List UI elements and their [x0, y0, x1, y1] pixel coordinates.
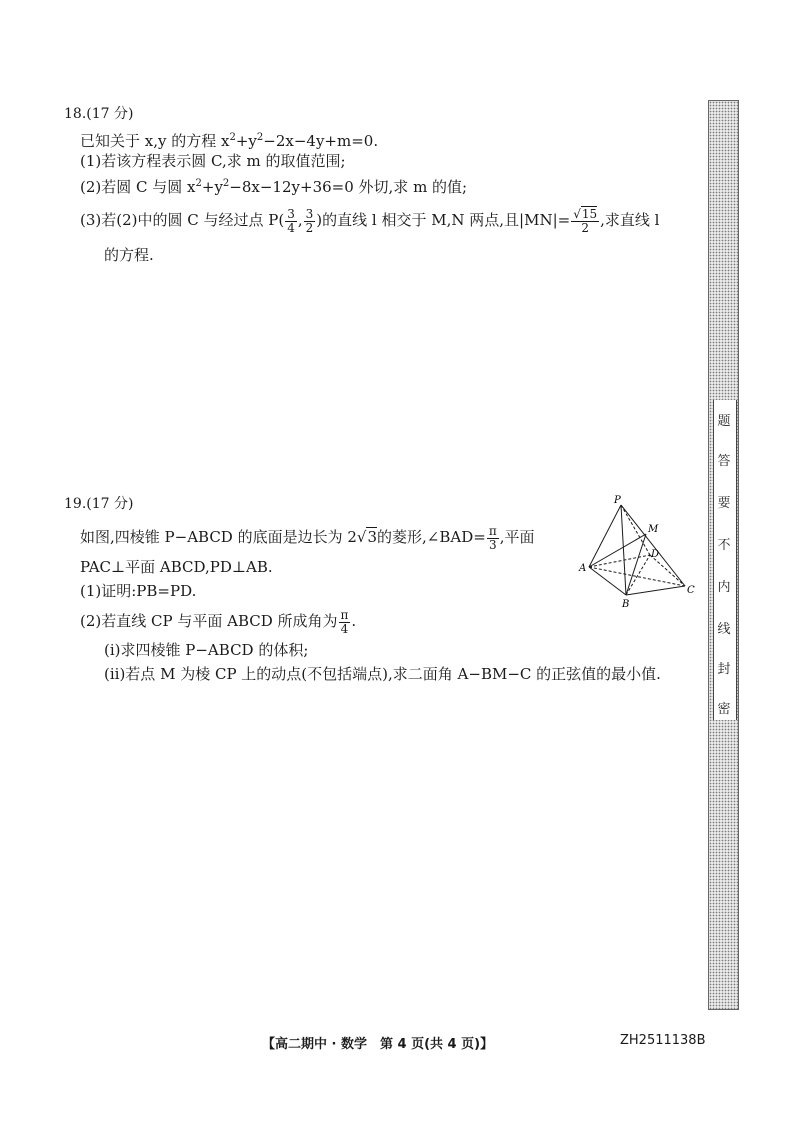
radicand: 3 [367, 528, 378, 546]
fraction-numerator: 3 [305, 206, 314, 221]
margin-char: 密 [717, 702, 731, 717]
margin-char: 封 [717, 662, 731, 677]
fraction [339, 609, 351, 636]
q19-header [64, 494, 133, 514]
exponent: 2 [195, 178, 202, 189]
fraction-numerator: √15 [573, 206, 598, 221]
edge-pd-hidden [621, 505, 650, 555]
q19-stem-text: 的菱形,∠BAD= [377, 528, 486, 546]
q18-part2 [80, 174, 467, 197]
fraction-numerator: π [340, 607, 349, 622]
label-c: C [687, 585, 695, 596]
q18-part1: (1)若该方程表示圆 C,求 m 的取值范围; [80, 152, 346, 170]
fraction [571, 208, 599, 235]
fraction-numerator: π [488, 523, 497, 538]
q18-part3-continued: 的方程. [104, 246, 154, 264]
q19-part1: (1)证明:PB=PD. [80, 582, 197, 600]
pyramid-figure [572, 492, 702, 612]
margin-char: 不 [717, 538, 731, 553]
fraction-denominator: 2 [581, 220, 589, 235]
q18-part3-text: ,求直线 l [600, 211, 660, 229]
q19-part2-text: (2)若直线 CP 与平面 ABCD 所成角为 [80, 612, 338, 630]
edge-pb [621, 505, 626, 595]
fraction-denominator: 2 [305, 220, 314, 235]
q19-score: (17 分) [86, 496, 134, 512]
label-d: D [651, 549, 660, 560]
exponent: 2 [256, 132, 264, 143]
label-p: P [614, 495, 621, 506]
q19-stem: 如图,四棱锥 P−ABCD 的底面是边长为 2√3的菱形,∠BAD= $\frac{\pi}{3}$ ,平面 [80, 523, 535, 552]
q18-part3-text: )的直线 l 相交于 M,N 两点,且|MN|= [316, 211, 571, 229]
line-bm [626, 534, 646, 595]
q18-number: 18. [64, 106, 87, 122]
margin-char: 内 [717, 580, 731, 595]
q18-part2-text: +y [201, 178, 223, 196]
q18-part2-text: (2)若圆 C 与圆 x [80, 178, 196, 196]
edge-pc [621, 505, 685, 586]
q19-stem-text: 如图,四棱锥 P−ABCD 的底面是边长为 2 [80, 528, 357, 546]
q19-subpart-ii: (ⅱ)若点 M 为棱 CP 上的动点(不包括端点),求二面角 A−BM−C 的正弦值的最小值. [104, 665, 661, 683]
q18-score: (17 分) [86, 106, 134, 122]
margin-char: 题 [717, 414, 731, 429]
comma: , [297, 211, 303, 229]
q18-stem [80, 128, 378, 151]
margin-char: 要 [717, 496, 731, 511]
fraction-numerator: 3 [287, 206, 295, 221]
paper-code: ZH2511138B [620, 1033, 706, 1048]
label-b: B [622, 599, 630, 610]
fraction-denominator: 4 [287, 220, 295, 235]
fraction-denominator: 4 [340, 621, 349, 636]
edge-bc [626, 586, 685, 595]
exponent: 2 [222, 178, 230, 189]
q19-stem-continued: PAC⊥平面 ABCD,PD⊥AB. [80, 558, 273, 576]
fraction-denominator: 3 [488, 537, 497, 552]
q19-number: 19. [64, 496, 87, 512]
edge-ad-hidden [589, 555, 650, 567]
label-m: M [648, 524, 659, 535]
q19-part2 [80, 606, 356, 636]
radicand: 15 [581, 206, 598, 221]
q18-header [64, 104, 133, 124]
exponent: 2 [229, 132, 236, 143]
margin-char: 答 [717, 454, 731, 469]
page-footer-label: 【高二期中 · 数学 第 4 页(共 4 页)】 [262, 1037, 494, 1052]
q19-part2-text: . [351, 612, 357, 630]
q18-stem-part: +y [235, 132, 257, 150]
fraction [304, 208, 316, 235]
edge-ab [589, 567, 626, 595]
q19-stem-text: ,平面 [499, 528, 535, 546]
q18-part3-text: (3)若(2)中的圆 C 与经过点 P( [80, 211, 285, 229]
label-a: A [579, 563, 587, 574]
q18-part2-text: −8x−12y+36=0 外切,求 m 的值; [229, 178, 468, 196]
q18-stem-part: 已知关于 x,y 的方程 x [80, 132, 230, 150]
margin-char: 线 [717, 622, 731, 637]
q19-subpart-i: (ⅰ)求四棱锥 P−ABCD 的体积; [104, 641, 309, 659]
fraction [487, 525, 499, 552]
q18-stem-part: −2x−4y+m=0. [263, 132, 379, 150]
fraction [285, 208, 297, 235]
q18-part3 [80, 205, 659, 235]
